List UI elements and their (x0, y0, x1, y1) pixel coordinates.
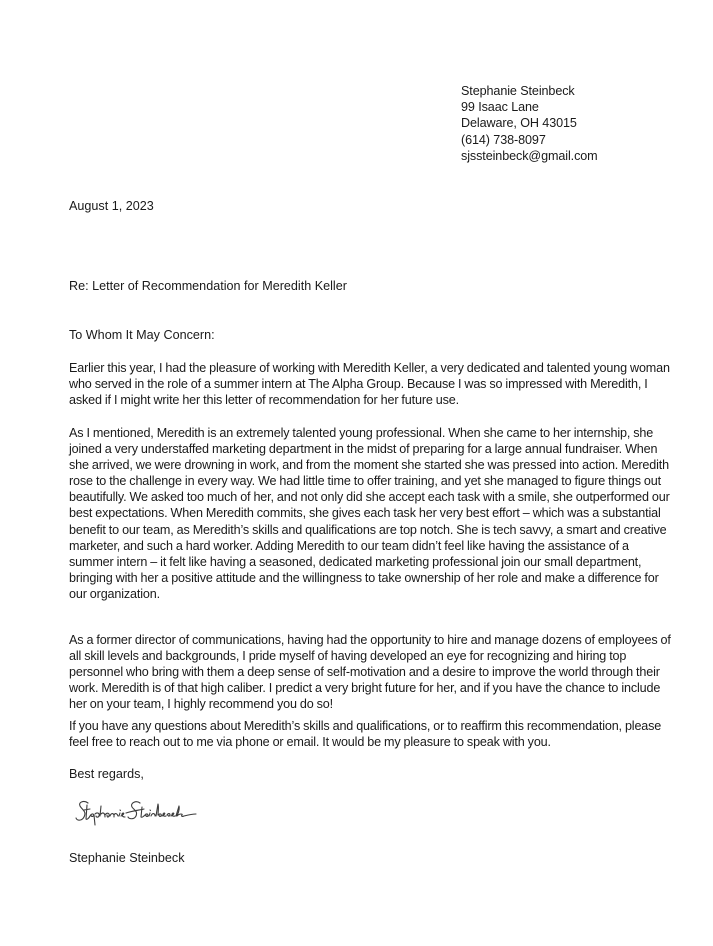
letter-subject: Re: Letter of Recommendation for Meredith Keller (69, 279, 347, 293)
handwritten-signature (74, 797, 224, 829)
body-paragraph-4: If you have any questions about Meredith’s skills and qualifications, or to reaffirm this recommendation, please feel free to reach out to me via phone or email. It would be my pleasure to speak with you. (69, 719, 662, 750)
sender-email: sjssteinbeck@gmail.com (461, 148, 598, 163)
letter-closing: Best regards, (69, 767, 144, 781)
body-paragraph-3: As a former director of communications, having had the opportunity to hire and manage dozens of employees of all skill levels and backgrounds, I pride myself of having developed an eye for recognizing and hiring top personnel who bring with them a deep sense of self-motivation and a desire to improve the world through their work. Meredith is of that high caliber. I predict a very bright future for her, and if you have the chance to include her on your team, I highly recommend you do so! (69, 633, 671, 712)
sender-street: 99 Isaac Lane (461, 100, 539, 115)
letter-salutation: To Whom It May Concern: (69, 328, 215, 342)
letter-date: August 1, 2023 (69, 199, 154, 213)
sender-name: Stephanie Steinbeck (461, 84, 575, 98)
sender-phone: (614) 738-8097 (461, 132, 546, 147)
body-paragraph-1: Earlier this year, I had the pleasure of working with Meredith Keller, a very dedicated and talented young woman who served in the role of a summer intern at The Alpha Group. Because I was so impressed with Meredith, I asked if I might write her this letter of recommendation for her future use. (69, 361, 670, 408)
signer-name: Stephanie Steinbeck (69, 851, 185, 865)
body-paragraph-2: As I mentioned, Meredith is an extremely talented young professional. When she came to her internship, she joined a very understaffed marketing department in the midst of preparing for a large annual fundraiser. When she arrived, we were drowning in work, and from the moment she started she was pressed into action. Meredith rose to the challenge in every way. We had little time to offer training, and yet she managed to figure things out beautifully. We asked too much of her, and not only did she accept each task with a smile, she outperformed our best expectations. When Meredith commits, she gives each task her very best effort – which was a substantial benefit to our team, as Meredith’s skills and qualifications are top notch. She is tech savvy, a smart and creative marketer, and such a hard worker. Adding Meredith to our team didn’t feel like having the assistance of a summer intern – it felt like having a seasoned, dedicated marketing professional join our small department, bringing with her a positive attitude and the willingness to take ownership of her role and make a difference for our organization. (69, 426, 670, 601)
signature-scribble-icon (74, 797, 224, 829)
sender-address-block (461, 83, 691, 164)
sender-city-state-zip: Delaware, OH 43015 (461, 116, 577, 131)
